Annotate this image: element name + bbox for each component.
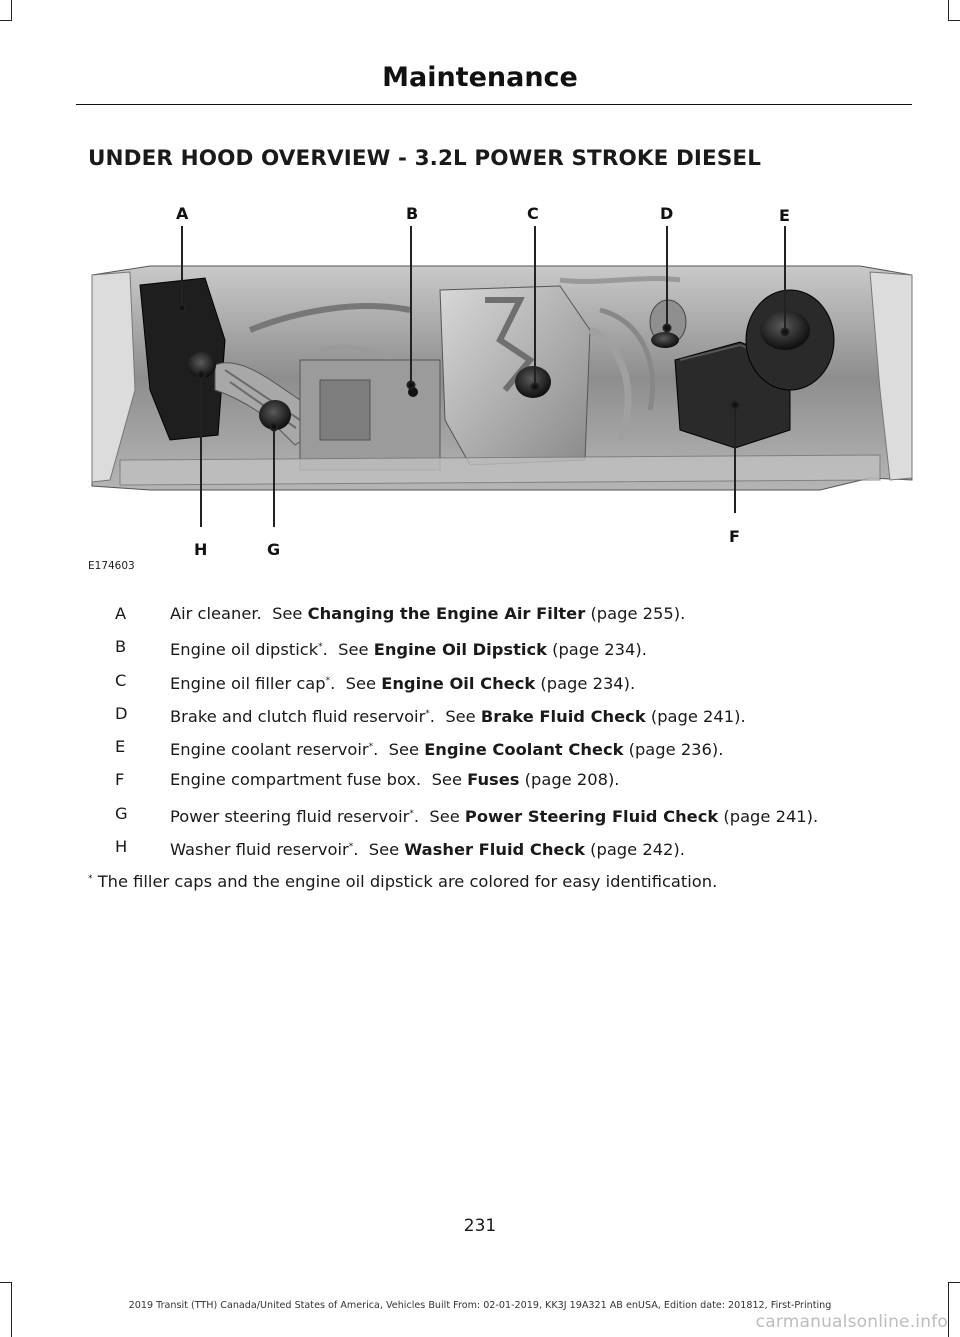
legend-key: G (115, 803, 128, 823)
legend-key: E (115, 737, 126, 757)
legend-key: F (115, 770, 125, 790)
legend-key: C (115, 670, 127, 690)
legend-description: Washer fluid reservoir*. See Washer Fluid Check (page 242). (170, 840, 685, 860)
legend-row-b (104, 633, 924, 666)
legend-row-f (104, 766, 924, 799)
cross-reference-link[interactable]: Washer Fluid Check (404, 840, 585, 860)
legend-key: A (115, 604, 127, 623)
legend-row-g (104, 800, 924, 833)
legend-key: H (115, 837, 128, 857)
legend-description: Engine compartment fuse box. See Fuses (page 208). (170, 770, 620, 790)
cross-reference-link[interactable]: Brake Fluid Check (480, 706, 646, 726)
callout-b: B (406, 204, 419, 223)
legend-description: Engine oil filler cap*. See Engine Oil Check (page 234). (170, 673, 636, 693)
crop-mark-top-right-h (948, 20, 960, 21)
legend-description: Power steering fluid reservoir*. See Power Steering Fluid Check (page 241). (170, 806, 819, 826)
cross-reference-link[interactable]: Engine Oil Check (381, 673, 536, 693)
watermark: carmanualsonline.info (755, 1312, 948, 1332)
engine-bay-illustration (0, 190, 960, 580)
legend-description: Engine oil dipstick*. See Engine Oil Dipstick (page 234). (170, 640, 647, 660)
legend-key: D (115, 703, 128, 723)
callout-h: H (194, 540, 208, 559)
legend-row-a (104, 600, 924, 633)
crop-mark-bottom-left-h (0, 1282, 12, 1283)
callout-f: F (729, 527, 740, 546)
callout-g: G (267, 540, 281, 559)
legend-row-e (104, 733, 924, 766)
cross-reference-link[interactable]: Changing the Engine Air Filter (307, 604, 586, 623)
footnote-text: The filler caps and the engine oil dipstick are colored for easy identification. (97, 872, 718, 891)
cross-reference-link[interactable]: Engine Oil Dipstick (373, 640, 547, 660)
legend-row-c (104, 667, 924, 700)
page-heading: UNDER HOOD OVERVIEW - 3.2L POWER STROKE DIESEL (88, 146, 761, 171)
page-number: 231 (463, 1216, 497, 1236)
callout-e: E (779, 206, 790, 225)
cross-reference-link[interactable]: Power Steering Fluid Check (464, 806, 719, 826)
footnote (88, 872, 717, 891)
callout-legend (104, 600, 924, 866)
crop-mark-top-left-h (0, 20, 12, 21)
cross-reference-link[interactable]: Fuses (467, 770, 520, 790)
cross-reference-link[interactable]: Engine Coolant Check (424, 740, 624, 760)
callout-c: C (527, 204, 539, 223)
legend-row-d (104, 700, 924, 733)
legend-row-h (104, 833, 924, 866)
callout-d: D (660, 204, 674, 223)
figure-id: E174603 (88, 560, 135, 572)
header-rule (76, 104, 912, 105)
engine-bay-figure (0, 190, 960, 580)
legend-key: B (115, 637, 127, 657)
legend-description: Air cleaner. See Changing the Engine Air Filter (page 255). (170, 604, 686, 623)
crop-mark-top-right-v (948, 0, 949, 20)
footer-edition-info: 2019 Transit (TTH) Canada/United States of America, Vehicles Built From: 02-01-2019, KK3J 19A321 AB enUSA, Edition date: 201812, First-Printing (128, 1300, 832, 1311)
crop-mark-top-left-v (11, 0, 12, 20)
crop-mark-bottom-right-h (948, 1282, 960, 1283)
section-title: Maintenance (382, 62, 578, 93)
footnote-marker: * (88, 874, 93, 884)
legend-description: Engine coolant reservoir*. See Engine Coolant Check (page 236). (170, 740, 724, 760)
legend-description: Brake and clutch fluid reservoir*. See Brake Fluid Check (page 241). (170, 706, 746, 726)
callout-a: A (176, 204, 189, 223)
